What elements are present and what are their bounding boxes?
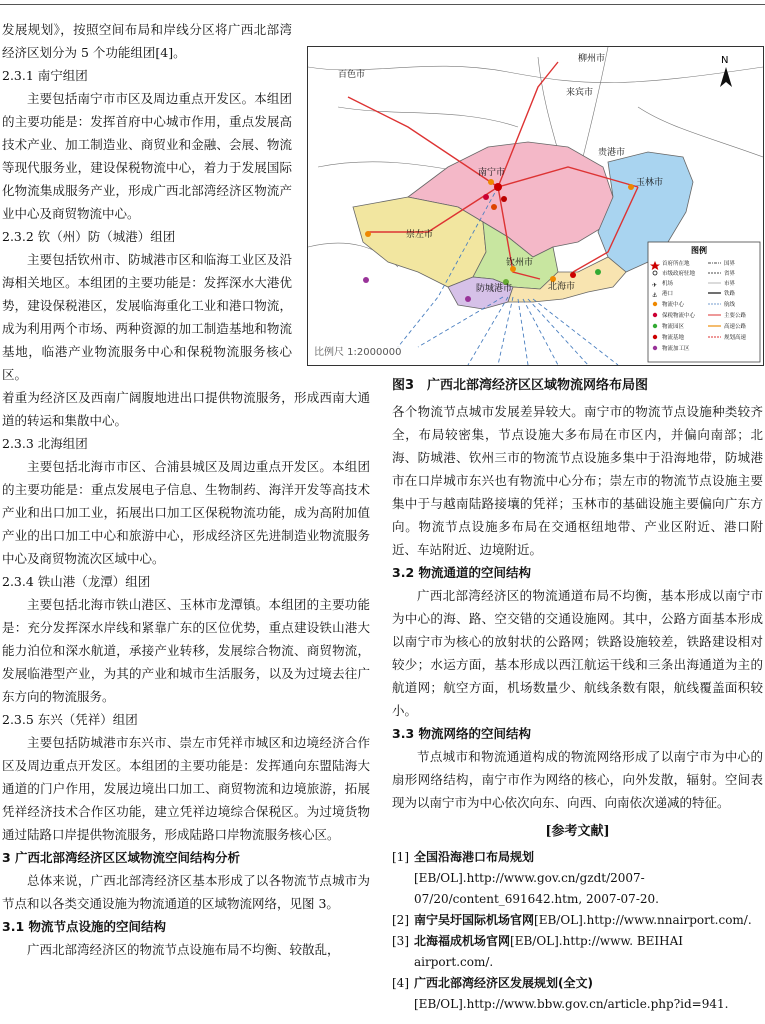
reference-detail: [EB/OL].http://www.gov.cn/gzdt/2007-07/20/content_691642.htm, 2007-07-20. xyxy=(414,871,659,906)
legend-entry: 铁路 xyxy=(724,291,736,297)
north-arrow xyxy=(720,55,732,87)
city-label: 防城港市 xyxy=(476,284,513,294)
legend-entry: 国界 xyxy=(724,261,736,267)
legend-entry: 航线 xyxy=(724,302,736,308)
city-label: 来宾市 xyxy=(566,88,594,98)
paragraph: 各个物流节点城市发展差异较大。南宁市的物流节点设施种类较齐全，布局较密集，节点设施大多布局在市区内，并偏向南部；北海、防城港、钦州三市的物流节点设施多集中于沿海地带，防城港市在口岸城市东兴也有物流中心分布；崇左市的物流节点设施主要集中于与越南陆路接壤的凭祥；玉林市的基础设施主要偏向广东方向。物流节点设施多布局在交通枢纽地带、产业区附近、港口附近、车站附近、边境附近。 xyxy=(392,404,763,557)
legend-entry: 省界 xyxy=(724,271,736,277)
paragraph: 主要包括北海市铁山港区、玉林市龙潭镇。本组团的主要功能是：充分发挥深水岸线和紧靠广东的区位优势，重点建设铁山港大能力泊位和深水航道，承接产业转移，发展综合物流、商贸物流，发展临港型产业，为其的产业和城市生活服务，以及为过境去往广东方向的物流服务。 xyxy=(2,597,370,704)
reference-number: [4] xyxy=(392,976,409,990)
node-marker xyxy=(628,184,634,190)
paragraph: 着重为经济区及西南广阔腹地进出口提供物流服务，形成西南大通道的转运和集散中心。 xyxy=(2,390,370,428)
paragraph: 主要包括北海市市区、合浦县城区及周边重点开发区。本组团的主要功能是：重点发展电子信息、生物制药、海洋开发等高技术产业和出口加工业，拓展出口加工区保税物流功能，成为高附加值产业的出口加工中心和旅游中心，形成经济区先进制造业物流服务中心及商贸物流次区域中心。 xyxy=(2,459,370,566)
reference-title: 南宁吴圩国际机场官网 xyxy=(414,913,535,927)
logistics-center-icon xyxy=(653,302,657,306)
section-heading: 2.3.1 南宁组团 xyxy=(2,68,88,83)
section-heading: 3.2 物流通道的空间结构 xyxy=(392,565,531,580)
logistics-park-icon xyxy=(653,324,657,328)
processing-zone-icon xyxy=(653,346,657,350)
legend-entry: 保税物流中心 xyxy=(662,313,696,319)
section-heading: 2.3.4 铁山港（龙潭）组团 xyxy=(2,574,151,589)
reference-detail: [EB/OL].http://www.bbw.gov.cn/article.php?id=941. xyxy=(414,997,729,1011)
airplane-icon: ✈ xyxy=(652,282,658,289)
reference-detail: [EB/OL].http://www. BEIHAI airport.com/. xyxy=(414,934,684,969)
legend-entry: 主要公路 xyxy=(724,313,747,319)
reference-title: 全国沿海港口布局规划 xyxy=(414,850,535,864)
node-marker xyxy=(494,183,502,191)
city-label: 贵港市 xyxy=(598,148,626,158)
reference-number: [2] xyxy=(392,913,409,927)
references-list xyxy=(392,847,763,1015)
legend-entry: 港口 xyxy=(662,291,674,297)
header-rule xyxy=(0,4,765,5)
section-heading: 3 广西北部湾经济区区域物流空间结构分析 xyxy=(2,850,241,865)
legend-title: 图例 xyxy=(691,246,707,255)
paragraph: 主要包括防城港市东兴市、崇左市凭祥市城区和边境经济合作区及周边重点开发区。本组团的主要功能是：发挥通向东盟陆海大通道的门户作用，发展边境出口加工、商贸物流和边境旅游，拓展凭祥经济技术合作区功能，建立凭祥边境综合保税区。为过境货物通过陆路口岸提供物流服务，形成陆路口岸物流服务核心区。 xyxy=(2,735,370,842)
paragraph: 广西北部湾经济区的物流通道布局不均衡，基本形成以南宁市为中心的海、路、空交错的交通设施网。其中，公路方面基本形成以南宁市为核心的放射状的公路网；铁路设施较差，铁路建设相对较少；水运方面，基本形成以西江航运干线和三条出海通道为主的航道网；航空方面，机场数量少、航线条数有限，航线覆盖面积较小。 xyxy=(392,588,763,718)
paragraph: 主要包括南宁市市区及周边重点开发区。本组团的主要功能是：发挥首府中心城市作用，重点发展高技术产业、加工制造业、商贸业和金融、会展、物流等现代服务业，建设保税物流中心，着力于发展国际化物流集成服务产业，形成广西北部湾经济区物流产业中心及商贸物流中心。 xyxy=(2,91,292,221)
reference-title: 北海福成机场官网 xyxy=(414,934,511,948)
reference-item xyxy=(392,910,763,931)
reference-number: [3] xyxy=(392,934,409,948)
legend-entry: 首府所在地 xyxy=(662,261,690,267)
right-column xyxy=(392,400,763,1015)
reference-item xyxy=(392,847,763,910)
logistics-network-map xyxy=(307,46,764,366)
city-label: 百色市 xyxy=(338,70,366,80)
city-label: 南宁市 xyxy=(478,168,506,178)
legend-entry: 物流园区 xyxy=(662,324,685,330)
legend-entry: 市界 xyxy=(724,281,736,287)
city-label: 玉林市 xyxy=(636,178,664,188)
paragraph: 广西北部湾经济区的物流节点设施布局不均衡、较散乱， xyxy=(27,942,340,957)
section-heading: 2.3.5 东兴（凭祥）组团 xyxy=(2,712,138,727)
legend-entry: 物流中心 xyxy=(662,302,685,308)
wrapped-text-block xyxy=(2,18,292,386)
section-heading: 2.3.2 钦（州）防（城港）组团 xyxy=(2,229,176,244)
reference-item xyxy=(392,973,763,1015)
paragraph: 节点城市和物流通道构成的物流网络形成了以南宁市为中心的扇形网络结构，南宁市作为网络的核心，向外发散，辐射。空间表现为以南宁市为中心依次向东、向西、向南依次递减的特征。 xyxy=(392,749,763,810)
legend-entry: 市级政府驻地 xyxy=(662,271,696,277)
node-marker xyxy=(491,204,497,210)
reference-item xyxy=(392,931,763,973)
legend-entry: 规划高速 xyxy=(724,335,747,341)
reference-number: [1] xyxy=(392,850,409,864)
section-heading: 3.1 物流节点设施的空间结构 xyxy=(2,919,166,934)
section-heading: 2.3.3 北海组团 xyxy=(2,436,88,451)
map-svg xyxy=(308,47,763,365)
paragraph: 主要包括钦州市、防城港市区和临海工业区及沿海相关地区。本组团的主要功能是：发挥深水大港优势，建设保税港区，发展临海重化工业和港口物流，成为利用两个市场、两种资源的加工制造基地和物流基地，临港产业物流服务中心和保税物流服务核心区。 xyxy=(2,252,292,382)
north-label: N xyxy=(721,55,729,66)
city-label: 钦州市 xyxy=(506,258,534,268)
node-marker xyxy=(595,269,601,275)
city-label: 柳州市 xyxy=(578,54,606,64)
node-marker xyxy=(365,231,371,237)
legend-entry: 机场 xyxy=(662,281,674,287)
map-legend xyxy=(648,242,760,362)
reference-detail: [EB/OL].http://www.nnairport.com/. xyxy=(534,913,752,927)
legend-entry: 物流加工区 xyxy=(662,346,690,352)
legend-entry: 物流基地 xyxy=(662,335,685,341)
anchor-icon: ⚓ xyxy=(652,292,658,299)
figure-caption: 图3 广西北部湾经济区区域物流网络布局图 xyxy=(392,378,649,393)
reference-title: 广西北部湾经济区发展规划(全文) xyxy=(414,976,593,990)
north-arrow-icon xyxy=(720,67,732,87)
fullwidth-text-block xyxy=(2,386,370,961)
logistics-base-icon xyxy=(653,335,657,339)
node-marker xyxy=(363,277,369,283)
node-marker xyxy=(465,296,471,302)
node-marker xyxy=(570,272,576,278)
references-title: [参考文献] xyxy=(545,824,610,839)
map-scale: 比例尺 1:2000000 xyxy=(314,347,402,358)
node-marker xyxy=(501,196,507,202)
node-marker xyxy=(488,179,494,185)
bonded-center-icon xyxy=(653,313,657,317)
section-heading: 3.3 物流网络的空间结构 xyxy=(392,726,531,741)
city-label: 崇左市 xyxy=(406,230,434,240)
city-label: 北海市 xyxy=(548,282,576,292)
paragraph: 总体来说，广西北部湾经济区基本形成了以各物流节点城市为节点和以各类交通设施为物流通道的区域物流网络，见图 3。 xyxy=(2,873,370,911)
node-marker xyxy=(483,194,489,200)
legend-entry: 高速公路 xyxy=(724,324,747,330)
paragraph: 发展规划》，按照空间布局和岸线分区将广西北部湾经济区划分为 5 个功能组团[4]。 xyxy=(2,22,292,60)
